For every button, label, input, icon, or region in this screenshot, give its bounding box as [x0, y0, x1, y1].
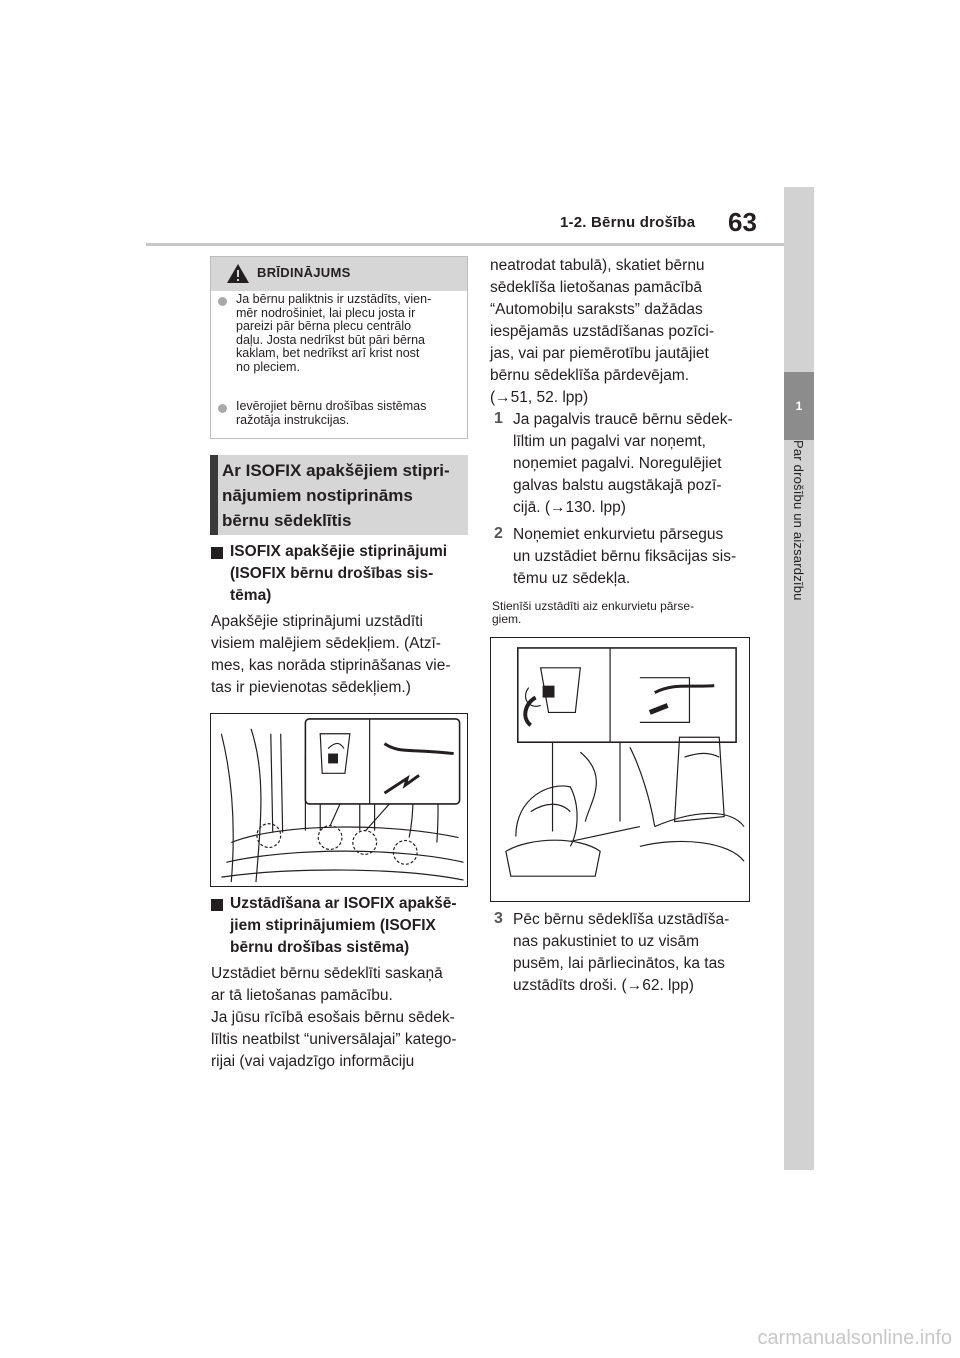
subheading-line: tēma)	[230, 587, 272, 604]
warning-line: no pleciem.	[236, 359, 300, 374]
body-line: noņemiet pagalvi. Noregulējiet	[513, 455, 722, 472]
step-number: 1	[494, 410, 503, 427]
body-line: “Automobiļu saraksts” dažādas	[490, 301, 703, 318]
warning-line: mēr nodrošiniet, lai plecu josta ir	[236, 305, 416, 320]
body-line: ar tā lietošanas pamācību.	[211, 987, 393, 1004]
body-line: līltis neatbilst “universālajai” katego-	[211, 1031, 457, 1048]
body-line: cijā. (→130. lpp)	[513, 499, 626, 516]
body-line: sēdeklīša lietošanas pamācībā	[490, 279, 702, 296]
subheading-line: ISOFIX apakšējie stiprinājumi	[230, 543, 448, 560]
heading-line: Ar ISOFIX apakšējiem stipri-	[222, 461, 450, 480]
figure-caption	[492, 600, 742, 626]
subheading-line: Uzstādīšana ar ISOFIX apakšē-	[230, 895, 457, 912]
body-line: tēmu uz sēdekļa.	[513, 570, 631, 587]
body-line: uzstādīts droši. (→62. lpp)	[513, 977, 694, 994]
page-number: 63	[728, 207, 757, 237]
body-line: neatrodat tabulā), skatiet bērnu	[490, 257, 705, 274]
section-heading-bar	[210, 455, 218, 535]
chapter-side-tab	[784, 187, 814, 1170]
body-line: visiem malējiem sēdekļiem. (Atzī-	[211, 635, 441, 652]
warning-line: pareizi pār bērna plecu centrālo	[236, 319, 412, 333]
warning-line: Ievērojiet bērnu drošības sistēmas	[236, 399, 427, 413]
subheading-square-icon	[211, 899, 223, 911]
warning-triangle-icon	[226, 263, 250, 284]
warning-line: ražotāja instrukcijas.	[236, 412, 350, 427]
subheading-line: (ISOFIX bērnu drošības sis-	[230, 565, 434, 582]
warning-item-1	[236, 293, 468, 374]
warning-line: daļu. Josta nedrīkst būt pāri bērna	[236, 332, 426, 347]
body-line: Noņemiet enkurvietu pārsegus	[513, 526, 724, 543]
rear-seat-anchors-illustration	[210, 713, 468, 887]
paragraph-anchors	[211, 611, 473, 699]
body-line: Ja pagalvis traucē bērnu sēdek-	[513, 411, 733, 428]
body-line: līltim un pagalvi var noņemt,	[513, 433, 706, 450]
body-line: Apakšējie stiprinājumi uzstādīti	[211, 613, 423, 630]
body-line: Uzstādiet bērnu sēdeklīti saskaņā	[211, 965, 443, 982]
subheading-line: bērnu drošības sistēma)	[230, 939, 410, 956]
body-line: bērnu sēdeklīša pārdevējam.	[490, 367, 690, 384]
section-title: 1-2. Bērnu drošība	[560, 214, 696, 231]
bullet-icon	[218, 404, 227, 413]
caption-line: giem.	[492, 612, 522, 626]
body-line: tas ir pievienotas sēdekļiem.)	[211, 679, 411, 696]
subheading-isofix-installation	[230, 893, 482, 959]
chapter-title-vertical	[792, 440, 806, 640]
heading-line: nājumiem nostiprināms	[222, 486, 413, 505]
body-line: un uzstādiet bērnu fiksācijas sis-	[513, 548, 737, 565]
body-line: nas pakustiniet to uz visām	[513, 933, 700, 950]
body-line: rijai (vai vajadzīgo informāciju	[211, 1053, 415, 1070]
step-number: 2	[494, 525, 503, 542]
heading-line: bērnu sēdeklītis	[222, 511, 352, 530]
watermark: carmanualsonline.info	[757, 1327, 952, 1349]
step-number: 3	[494, 910, 503, 927]
step-1-text	[513, 409, 763, 519]
subheading-square-icon	[211, 547, 223, 559]
warning-line: kaklam, bet nedrīkst arī krist nost	[236, 346, 420, 360]
step-2-text	[513, 524, 763, 590]
caption-line: Stienīši uzstādīti aiz enkurvietu pārse-	[492, 599, 695, 613]
chapter-number: 1	[784, 372, 814, 440]
body-line: Ja jūsu rīcībā esošais bērnu sēdek-	[211, 1009, 455, 1026]
paragraph-installation	[211, 963, 473, 1073]
body-line: iespējamās uzstādīšanas pozīci-	[490, 323, 715, 340]
warning-line: Ja bērnu paliktnis ir uzstādīts, vien-	[236, 292, 432, 306]
body-line: mes, kas norāda stiprināšanas vie-	[211, 657, 451, 674]
warning-item-2	[236, 400, 468, 427]
body-line: pusēm, lai pārliecinātos, ka tas	[513, 955, 725, 972]
chapter-title: Par drošību un aizsardzību	[791, 440, 806, 601]
step-3-text	[513, 909, 763, 997]
body-line: galvas balstu augstākajā pozī-	[513, 477, 722, 494]
header-rule	[146, 243, 784, 246]
section-heading	[222, 458, 466, 533]
paragraph-continued	[490, 255, 752, 409]
bullet-icon	[218, 297, 227, 306]
body-line: jas, vai par piemērotību jautājiet	[490, 345, 709, 362]
child-seat-installation-illustration	[490, 637, 750, 902]
body-line: (→51, 52. lpp)	[490, 389, 589, 406]
subheading-line: jiem stiprinājumiem (ISOFIX	[230, 917, 436, 934]
subheading-isofix-anchors	[230, 541, 482, 607]
body-line: Pēc bērnu sēdeklīša uzstādīša-	[513, 911, 730, 928]
warning-title: BRĪDINĀJUMS	[257, 265, 351, 280]
